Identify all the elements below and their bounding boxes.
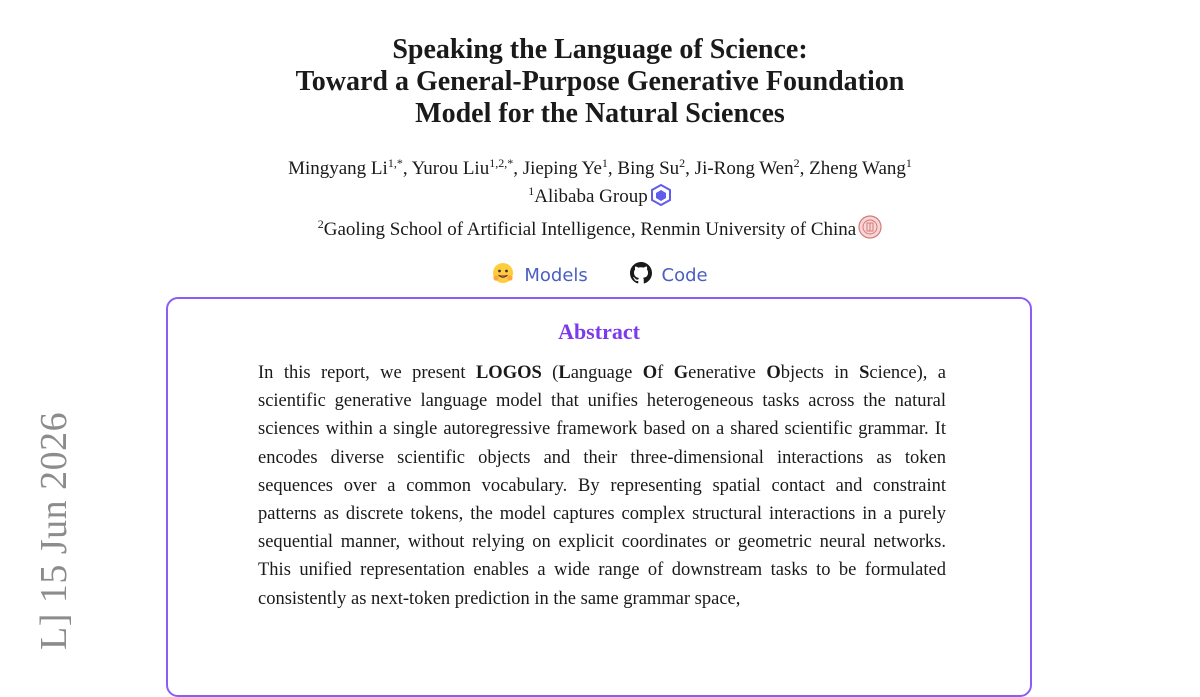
abstract-acronym: LOGOS	[475, 363, 542, 383]
code-label: Code	[661, 265, 708, 286]
author-affil-mark: 2	[793, 156, 800, 170]
author-block	[0, 155, 1200, 248]
author-name: Zheng Wang	[809, 158, 906, 179]
expansion-rest: enerative	[688, 363, 767, 383]
expansion-letter: O	[642, 363, 658, 383]
abstract-heading: Abstract	[558, 319, 640, 344]
paper-title	[0, 34, 1200, 130]
alibaba-logo-icon	[650, 184, 672, 215]
expansion-letter: G	[673, 363, 689, 383]
arxiv-side-stamp: L] 15 Jun 2026	[33, 411, 75, 650]
author-name: Bing Su	[617, 158, 680, 179]
title-line-3: Model for the Natural Sciences	[415, 98, 785, 129]
abstract-text: In this report, we present LOGOS (Language Of Generative Objects in Science), a scientific generative language model that unifies heterogeneous tasks across the natural sciences within a single autoregressive framework based on a shared scientific grammar. It encodes diverse scientific objects and their three-dimensional interactions as token sequences over a common vocabulary. By representing spatial contact and constraint patterns as discrete tokens, the model captures complex structural interactions in a purely sequential manner, without relying on explicit coordinates or geometric neural networks. This unified representation enables a wide range of downstream tasks to be formulated consistently as next-token prediction in the same grammar space,	[258, 363, 947, 609]
models-label: Models	[524, 265, 588, 286]
author-affil-mark: 1	[905, 156, 912, 170]
author-affil-mark: 1,*	[387, 156, 403, 170]
expansion-rest: f	[657, 363, 674, 383]
github-icon	[630, 262, 652, 289]
affiliation-1	[0, 183, 1200, 215]
author-affil-mark: 2	[679, 156, 686, 170]
expansion-rest: bjects in	[780, 363, 860, 383]
title-line-1: Speaking the Language of Science:	[392, 34, 808, 65]
title-line-2: Toward a General-Purpose Generative Foundation	[295, 66, 905, 97]
author-affil-mark: 1	[601, 156, 608, 170]
author-name: Yurou Liu	[411, 158, 490, 179]
author-affil-mark: 1,2,*	[489, 156, 514, 170]
expansion-rest: cience	[869, 363, 917, 383]
abstract-intro: In this report, we present	[258, 363, 476, 383]
affiliation-2	[0, 215, 1200, 248]
resource-links	[0, 262, 1200, 289]
expansion-letter: L	[558, 363, 571, 383]
ruc-seal-logo-icon	[858, 215, 882, 248]
abstract-body: ), a scientific generative language model that unifies heterogeneous tasks across the natural sciences within a single autoregressive framework based on a shared scientific grammar. It encodes diverse scientific objects and their three-dimensional interactions as token sequences over a common vocabulary. By representing spatial contact and constraint patterns as discrete tokens, the model captures complex structural interactions in a purely sequential manner, without relying on explicit coordinates or geometric neural networks. This unified representation enables a wide range of downstream tasks to be formulated consistently as next-token prediction in the same grammar space,	[258, 363, 947, 609]
code-link[interactable]	[630, 262, 708, 289]
hugging-face-icon	[492, 262, 514, 289]
author-list: Mingyang $Li^{1,*}$, Yurou Liu$^{1,2,*}$, Jieping Ye$^1$, Bing Su$^2$, Ji-Rong Wen$^2$, Zheng Wang$^1$	[288, 156, 912, 179]
expansion-letter: S	[859, 363, 870, 383]
expansion-letter: O	[766, 363, 781, 383]
abstract-box	[166, 297, 1032, 697]
author-name: Jieping Ye	[522, 158, 602, 179]
author-name: Mingyang Li	[288, 158, 388, 179]
affil-name: Gaoling School of Artificial Intelligence, Renmin University of China	[323, 219, 857, 240]
affil-mark: 2	[317, 217, 324, 231]
author-name: Ji-Rong Wen	[694, 158, 794, 179]
affil-mark: 1	[528, 184, 535, 198]
models-link[interactable]	[492, 262, 587, 289]
affil-name: Alibaba Group	[534, 186, 648, 207]
expansion-rest: anguage	[570, 363, 643, 383]
